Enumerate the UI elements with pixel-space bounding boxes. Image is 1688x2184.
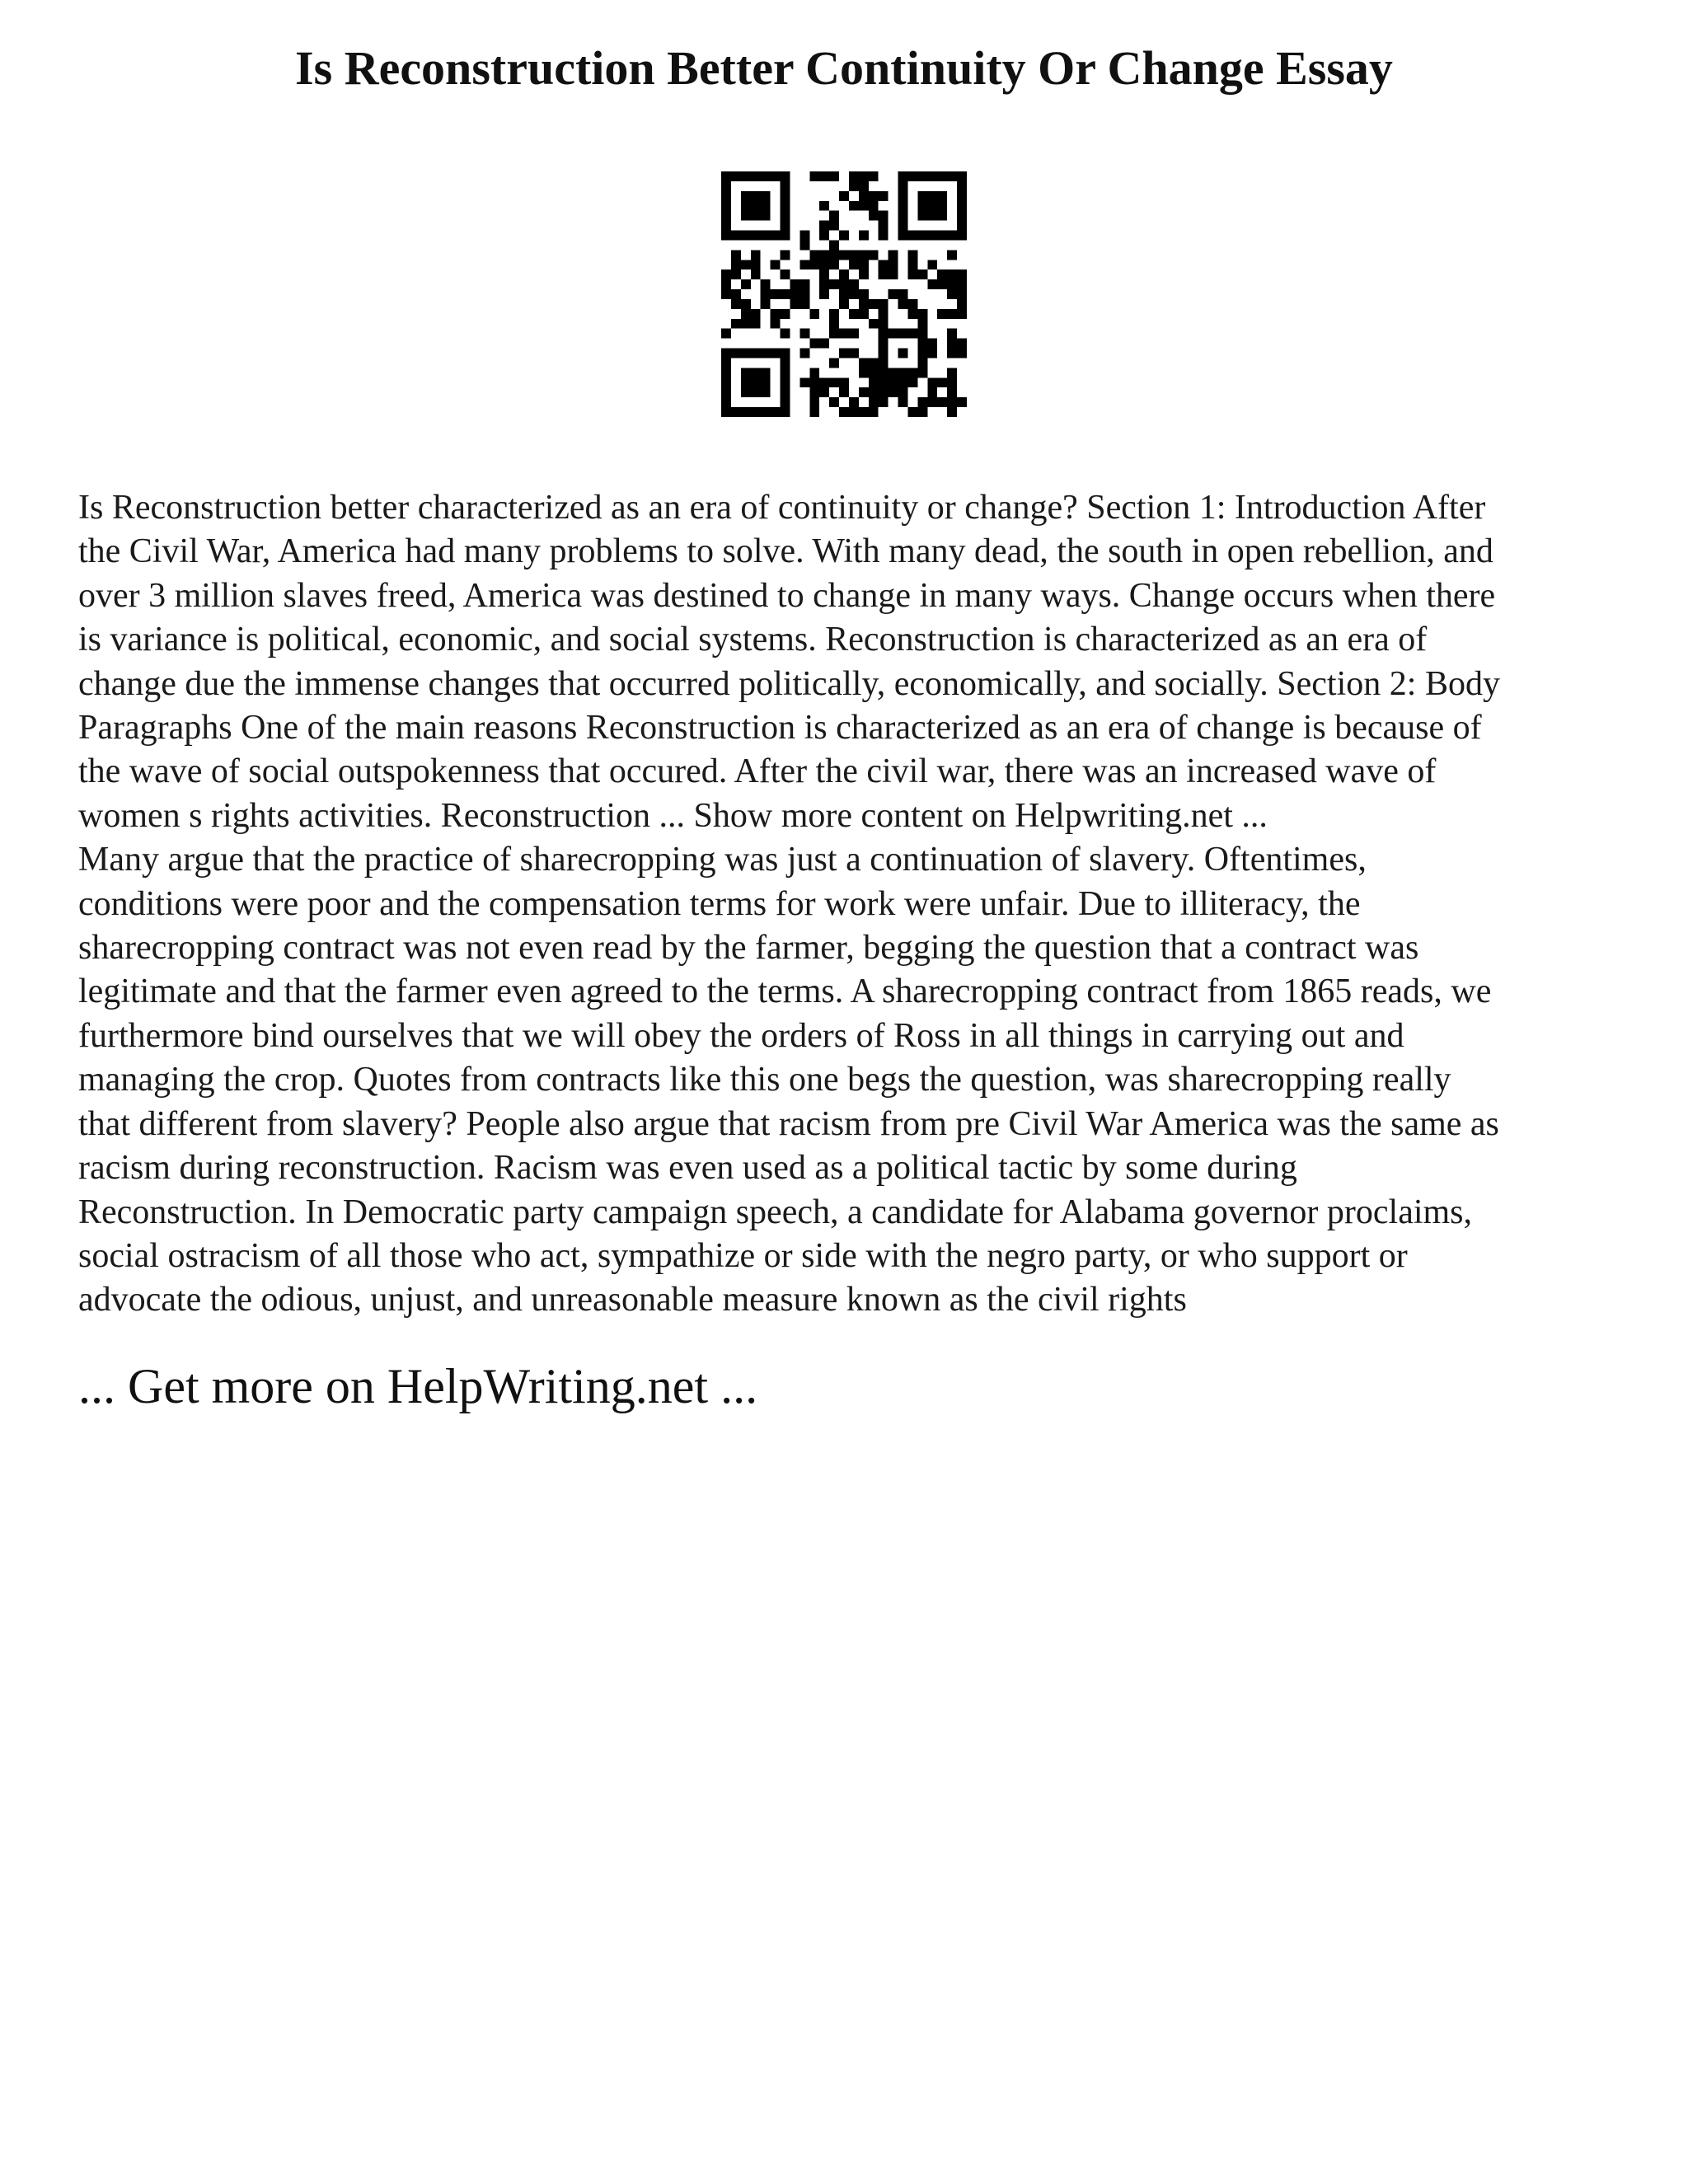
essay-line: Paragraphs One of the main reasons Reconstruction is characterized as an era of change is because of (78, 709, 1482, 748)
essay-line: sharecropping contract was not even read by the farmer, begging the question that a contract was (78, 929, 1419, 968)
essay-line: social ostracism of all those who act, sympathize or side with the negro party, or who support or (78, 1236, 1408, 1275)
essay-line: furthermore bind ourselves that we will obey the orders of Ross in all things in carrying out and (78, 1016, 1404, 1055)
essay-line: Many argue that the practice of sharecropping was just a continuation of slavery. Oftentimes, (78, 841, 1367, 879)
essay-line: advocate the odious, unjust, and unreasonable measure known as the civil rights (78, 1281, 1187, 1319)
essay-line: Is Reconstruction better characterized as an era of continuity or change? Section 1: Introduction After (78, 489, 1486, 527)
essay-line: the Civil War, America had many problems to solve. With many dead, the south in open rebellion, and (78, 532, 1493, 571)
essay-line: racism during reconstruction. Racism was even used as a political tactic by some during (78, 1149, 1297, 1188)
document-title: Is Reconstruction Better Continuity Or Change Essay (295, 41, 1393, 95)
essay-line: that different from slavery? People also argue that racism from pre Civil War America was the same as (78, 1104, 1499, 1143)
qr-code-graphic (721, 171, 967, 417)
essay-line: legitimate and that the farmer even agreed to the terms. A sharecropping contract from 1865 reads, we (78, 972, 1492, 1011)
essay-line: managing the crop. Quotes from contracts like this one begs the question, was sharecropping really (78, 1061, 1451, 1099)
essay-line: change due the immense changes that occurred politically, economically, and socially. Section 2: Body (78, 664, 1500, 703)
essay-line: is variance is political, economic, and social systems. Reconstruction is characterized as an era of (78, 621, 1428, 659)
get-more-link[interactable]: ... Get more on HelpWriting.net ... (78, 1359, 758, 1413)
essay-body (78, 486, 1628, 1323)
essay-line: Reconstruction. In Democratic party campaign speech, a candidate for Alabama governor proclaims, (78, 1193, 1473, 1231)
essay-line: conditions were poor and the compensation terms for work were unfair. Due to illiteracy, the (78, 884, 1361, 923)
essay-line: women s rights activities. Reconstruction ... Show more content on Helpwriting.net ... (78, 796, 1268, 835)
essay-line: over 3 million slaves freed, America was destined to change in many ways. Change occurs when there (78, 576, 1496, 615)
qr-code-icon[interactable] (721, 171, 967, 417)
essay-line: the wave of social outspokenness that occured. After the civil war, there was an increased wave of (78, 752, 1437, 791)
